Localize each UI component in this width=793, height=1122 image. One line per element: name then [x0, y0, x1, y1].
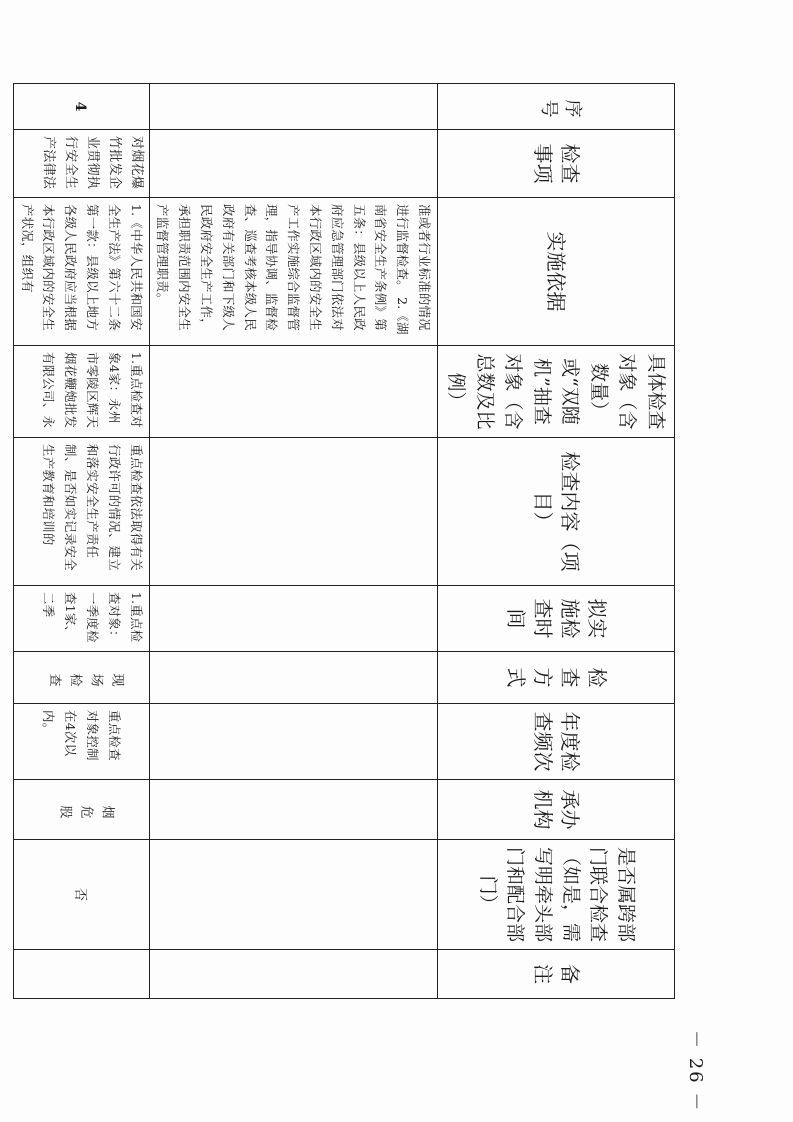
header-item: 检查事项 — [438, 130, 675, 198]
cell-time: 1.重点检查对象：一季度检查1家、二季 — [13, 586, 149, 652]
header-content: 检查内容（项目） — [438, 438, 675, 586]
header-agency: 承办机构 — [438, 780, 675, 840]
header-basis: 实施依据 — [438, 198, 675, 346]
cell-item: 对烟花爆竹批发企业贯彻执行安全生产法律法 — [13, 130, 149, 198]
cell-agency — [149, 780, 437, 840]
cell-method: 现场检查 — [13, 652, 149, 704]
cell-freq — [149, 704, 437, 780]
page-number: － 26 － — [685, 1030, 706, 1113]
cell-method — [149, 652, 437, 704]
cell-joint — [149, 840, 437, 950]
cell-basis: 准或者行业标准的情况进行监督检查。 2.《湖南省安全生产条例》第五条：县级以上人民政府应急管理部门依法对本行政区域内的安全生产工作实施综合监督管理，指导协调、监督检查、巡查考核本级人民政府有关部门和下级人民政府安全生产工作，承担职责范围内安全生产监督管理职责。 — [149, 198, 437, 346]
cell-item — [149, 130, 437, 198]
header-freq: 年度检查频次 — [438, 704, 675, 780]
cell-remark — [13, 950, 149, 999]
cell-target: 1.重点检查对象4家：永州市零陵区辉天烟花鞭炮批发有限公司、永 — [13, 346, 149, 438]
cell-target — [149, 346, 437, 438]
table-row — [13, 84, 149, 999]
cell-seq — [149, 84, 437, 130]
cell-seq: 4 — [13, 84, 149, 130]
cell-content: 重点检查依法取得有关行政许可的情况、建立和落实安全生产责任制、是否如实记录安全生产教育和培训的 — [13, 438, 149, 586]
header-row — [438, 84, 675, 999]
header-seq: 序号 — [438, 84, 675, 130]
cell-joint: 否 — [13, 840, 149, 950]
header-method: 检查方式 — [438, 652, 675, 704]
table-row — [149, 84, 437, 999]
cell-remark — [149, 950, 437, 999]
cell-agency: 烟危股 — [13, 780, 149, 840]
inspection-plan-table — [13, 83, 675, 999]
header-joint: 是否属跨部门联合检查（如是，需写明牵头部门和配合部门） — [438, 840, 675, 950]
cell-content — [149, 438, 437, 586]
header-remark: 备注 — [438, 950, 675, 999]
header-time: 拟实施检查时间 — [438, 586, 675, 652]
header-target: 具体检查对象（含数量）或“双随机”抽查对象（含总数及比例） — [438, 346, 675, 438]
cell-freq: 重点检查对象控制在4次以内。 — [13, 704, 149, 780]
cell-time — [149, 586, 437, 652]
cell-basis: 1.《中华人民共和国安全生产法》第六十二条第一款：县级以上地方各级人民政府应当根据本行政区域内的安全生产状况，组织有 — [13, 198, 149, 346]
